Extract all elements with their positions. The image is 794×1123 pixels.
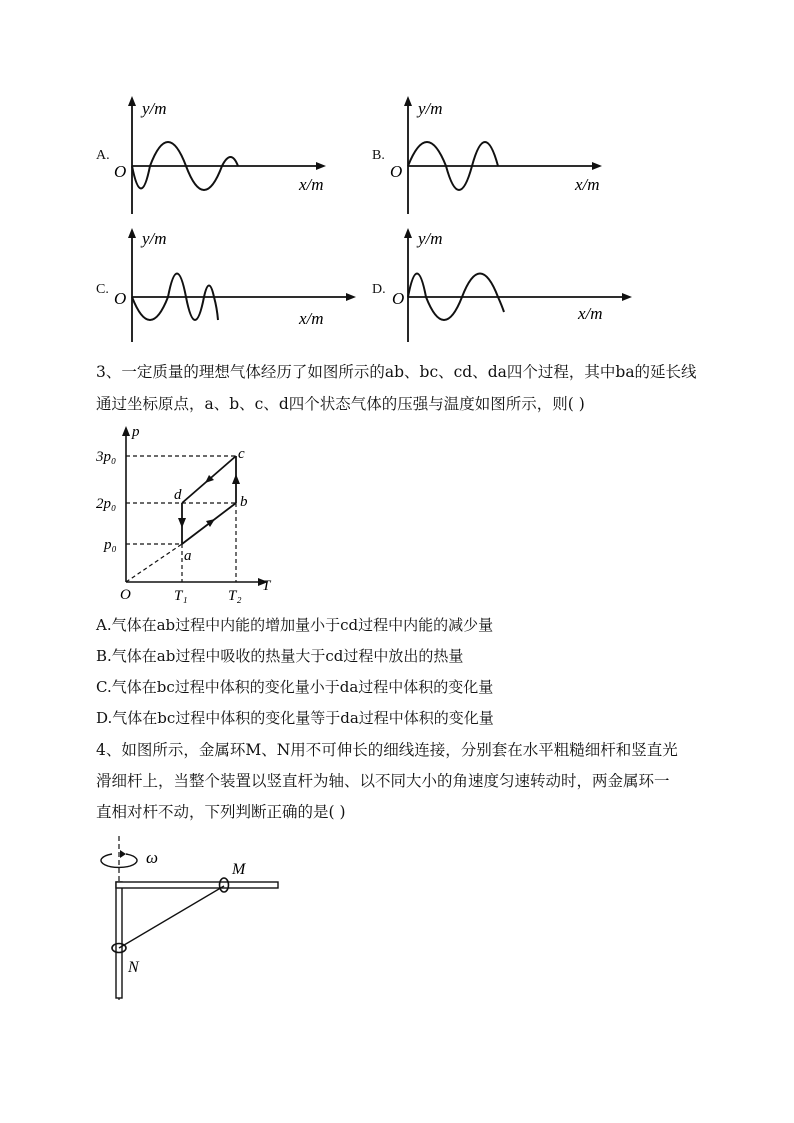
wave-option-c[interactable]	[96, 228, 366, 348]
x-axis-label: x/m	[575, 175, 600, 194]
t-tick-t1: T₁	[174, 588, 188, 604]
origin-label: O	[114, 289, 127, 308]
ring-m-label: M	[232, 861, 246, 878]
question-3-line-1: 3、一定质量的理想气体经历了如图所示的ab、bc、cd、da四个过程，其中ba的延长线	[96, 363, 697, 381]
point-d: d	[174, 487, 182, 503]
point-c: c	[238, 446, 245, 462]
t-tick-t2: T₂	[228, 588, 242, 604]
wave-option-b[interactable]	[372, 96, 612, 221]
point-b: b	[240, 494, 248, 510]
origin-label: O	[120, 587, 131, 603]
t-axis-label: T	[262, 578, 271, 594]
y-axis-label: y/m	[142, 99, 167, 118]
ring-n-label: N	[128, 959, 139, 976]
wave-option-d[interactable]	[372, 228, 642, 348]
wave-option-a[interactable]	[96, 96, 336, 221]
arrow-da	[178, 518, 186, 528]
connecting-string	[119, 886, 224, 948]
horizontal-rod	[116, 882, 278, 888]
wave-graph-b	[372, 96, 612, 221]
p-tick-2p0: 2p₀	[96, 496, 117, 512]
option-a[interactable]: A.气体在ab过程中内能的增加量小于cd过程中内能的减少量	[96, 616, 494, 634]
y-axis-label: y/m	[418, 99, 443, 118]
question-3-line-2: 通过坐标原点，a、b、c、d四个状态气体的压强与温度如图所示，则( )	[96, 395, 585, 413]
x-axis-label: x/m	[578, 304, 603, 323]
option-label: A.	[96, 148, 110, 163]
arrow-bc	[232, 474, 240, 484]
y-axis-label: y/m	[142, 229, 167, 248]
wave-graph-d	[372, 228, 642, 348]
origin-label: O	[390, 162, 403, 181]
point-a: a	[184, 548, 192, 564]
origin-label: O	[392, 289, 405, 308]
option-c[interactable]: C.气体在bc过程中体积的变化量小于da过程中体积的变化量	[96, 678, 494, 696]
wave-graph-c	[96, 228, 366, 348]
wave-graph-a	[96, 96, 336, 221]
question-4-line-3: 直相对杆不动，下列判断正确的是( )	[96, 803, 346, 821]
p-tick-p0: p₀	[104, 537, 117, 553]
ring-apparatus-diagram	[90, 830, 290, 1010]
origin-label: O	[114, 162, 127, 181]
pt-diagram	[96, 420, 296, 610]
omega-label: ω	[146, 848, 159, 867]
y-axis-label: y/m	[418, 229, 443, 248]
p-tick-3p0: 3p₀	[96, 449, 117, 465]
option-b[interactable]: B.气体在ab过程中吸收的热量大于cd过程中放出的热量	[96, 647, 464, 665]
option-label: B.	[372, 148, 385, 163]
option-label: C.	[96, 282, 109, 297]
option-label: D.	[372, 282, 386, 297]
x-axis-label: x/m	[299, 175, 324, 194]
x-axis-label: x/m	[299, 309, 324, 328]
p-axis-label: p	[132, 424, 140, 440]
option-d[interactable]: D.气体在bc过程中体积的变化量等于da过程中体积的变化量	[96, 709, 494, 727]
vertical-rod	[116, 882, 122, 998]
question-4-line-2: 滑细杆上，当整个装置以竖直杆为轴、以不同大小的角速度匀速转动时，两金属环一	[96, 772, 670, 790]
question-4-line-1: 4、如图所示，金属环M、N用不可伸长的细线连接，分别套在水平粗糙细杆和竖直光	[96, 741, 678, 759]
